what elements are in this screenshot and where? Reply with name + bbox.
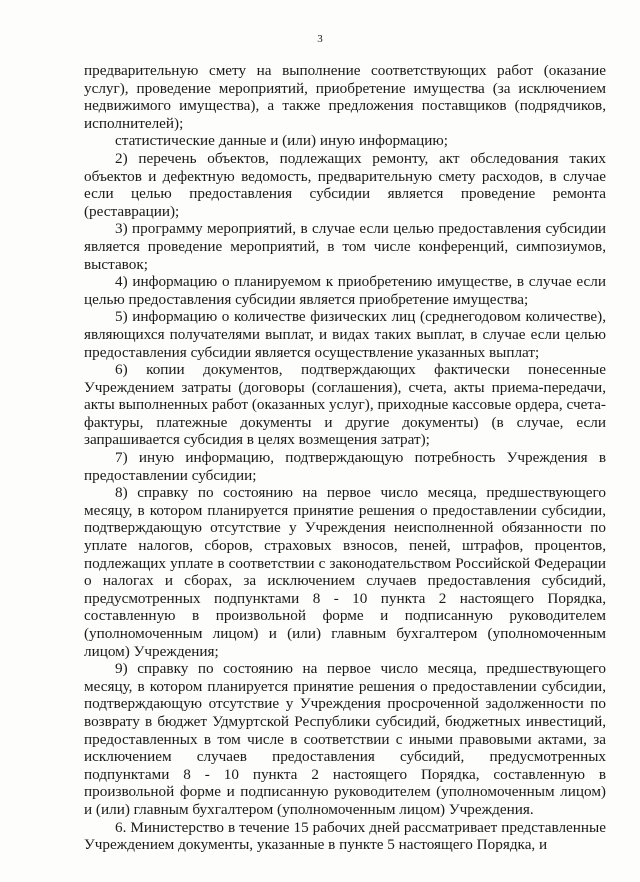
paragraph-item-5: 5) информацию о количестве физических лиц (среднегодовом количестве), являющихся получателями выплат, и видах таких выплат, в случае если целью предоставления субсидии является осуществление указанных выплат; — [84, 308, 606, 361]
paragraph-item-4: 4) информацию о планируемом к приобретению имуществе, в случае если целью предоставления субсидии является приобретение имущества; — [84, 273, 606, 308]
paragraph-section-6: 6. Министерство в течение 15 рабочих дней рассматривает представленные Учреждением документы, указанные в пункте 5 настоящего Порядка, и — [84, 818, 606, 854]
paragraph-item-8: 8) справку по состоянию на первое число месяца, предшествующего месяцу, в котором планируется принятие решения о предоставлении субсидии, подтверждающую отсутствие у Учреждения неисполненной обязанности по уплате налогов, сборов, страховых взносов, пеней, штрафов, процентов, подлежащих уплате в соответствии с законодательством Российской Федерации о налогах и сборах, за исключением случаев предоставления субсидий, предусмотренных подпунктами 8 - 10 пункта 2 настоящего Порядка, составленную в произвольной форме и подписанную руководителем (уполномоченным лицом) и (или) главным бухгалтером (уполномоченным лицом) Учреждения; — [84, 484, 606, 660]
paragraph-item-3: 3) программу мероприятий, в случае если целью предоставления субсидии является проведение мероприятий, в том числе конференций, симпозиумов, выставок; — [84, 220, 606, 273]
paragraph-item-6: 6) копии документов, подтверждающих фактически понесенные Учреждением затраты (договоры (соглашения), счета, акты приема-передачи, акты выполненных работ (оказанных услуг), приходные кассовые ордера, счета-фактуры, платежные документы и другие документы) (в случае, если запрашивается субсидия в целях возмещения затрат); — [84, 361, 606, 449]
page-number: 3 — [317, 33, 323, 45]
paragraph-item-9: 9) справку по состоянию на первое число месяца, предшествующего месяцу, в котором планируется принятие решения о предоставлении субсидии, подтверждающую отсутствие у Учреждения просроченной задолженности по возврату в бюджет Удмуртской Республики субсидий, бюджетных инвестиций, предоставленных в том числе в соответствии с иными правовыми актами, за исключением случаев предоставления субсидий, предусмотренных подпунктами 8 - 10 пункта 2 настоящего Порядка, составленную в произвольной форме и подписанную руководителем (уполномоченным лицом) и (или) главным бухгалтером (уполномоченным лицом) Учреждения. — [84, 660, 606, 818]
paragraph-continuation: предварительную смету на выполнение соответствующих работ (оказание услуг), проведение мероприятий, приобретение имущества (за исключением недвижимого имущества), а также предложения поставщиков (подрядчиков, исполнителей); — [84, 62, 606, 132]
paragraph-item-7: 7) иную информацию, подтверждающую потребность Учреждения в предоставлении субсидии; — [84, 449, 606, 484]
paragraph-item-2: 2) перечень объектов, подлежащих ремонту, акт обследования таких объектов и дефектную ведомость, предварительную смету расходов, в случае если целью предоставления субсидии является проведение ремонта (реставрации); — [84, 149, 606, 220]
document-body — [84, 62, 606, 854]
paragraph-statistics: статистические данные и (или) иную информацию; — [115, 132, 448, 150]
